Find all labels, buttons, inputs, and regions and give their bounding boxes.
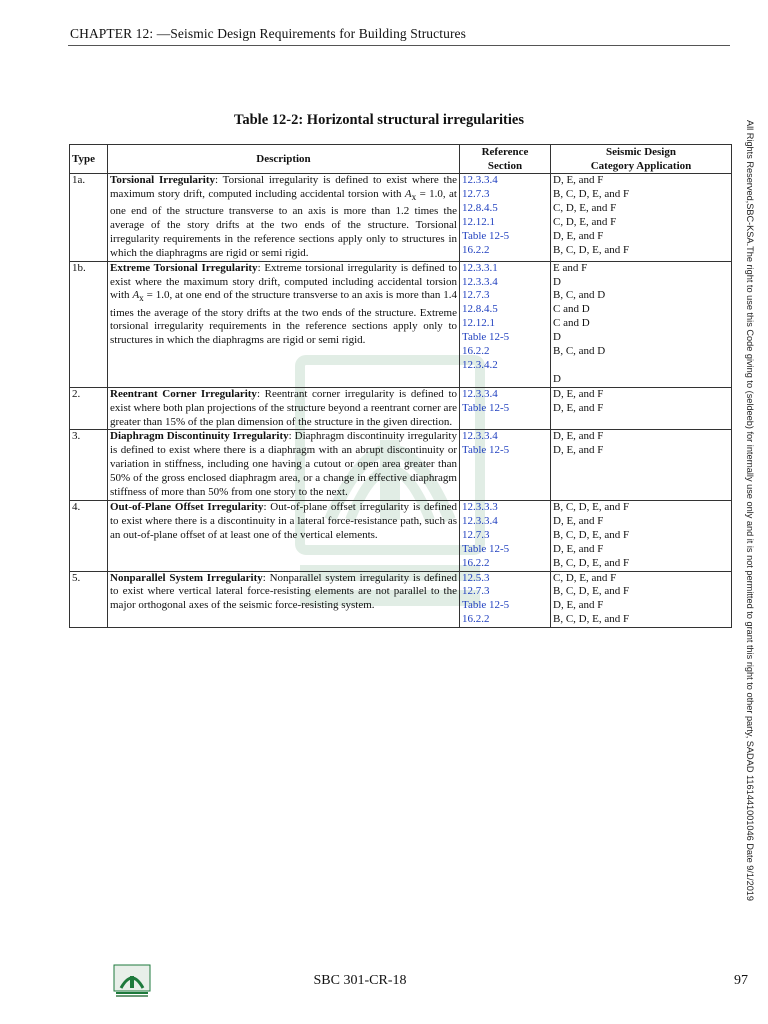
table-row bbox=[70, 571, 732, 628]
description-text-cont: = 1.0, at one end of the structure transverse to an axis is more than 1.4 times the average of the story drifts at the two ends of the structure. Extreme torsional irregularity requirements in the reference sections apply only to structures in which the diaphragms are rigid or semi rigid. bbox=[110, 289, 458, 347]
description-text-cont: = 1.0, at one end of the structure transverse to an axis is more than 1.2 times the average of the story drifts at the two ends of the structure. Torsional irregularity requirements in the reference sections apply only to structures in which the diaphragms are rigid or semi rigid. bbox=[110, 187, 457, 259]
reference-link[interactable]: 16.2.2 bbox=[462, 243, 490, 256]
category-entry: D, E, and F bbox=[553, 401, 604, 414]
reference-link[interactable]: 12.3.3.3 bbox=[462, 501, 498, 514]
category-entry: B, C, D, E, and F bbox=[553, 528, 630, 541]
reference-link[interactable]: 12.3.3.4 bbox=[462, 430, 498, 443]
category-entry: C and D bbox=[553, 303, 590, 316]
row-design-categories bbox=[551, 261, 732, 387]
variable-a: A bbox=[404, 187, 412, 200]
reference-link[interactable]: Table 12-5 bbox=[462, 599, 510, 612]
category-entry: D, E, and F bbox=[553, 174, 604, 186]
row-description bbox=[108, 387, 460, 430]
irregularity-name: Nonparallel System Irregularity bbox=[110, 571, 263, 584]
reference-link[interactable]: 12.8.4.5 bbox=[462, 201, 498, 214]
category-entry: D, E, and F bbox=[553, 599, 604, 612]
row-design-categories bbox=[551, 387, 732, 430]
reference-link[interactable]: 12.3.3.4 bbox=[462, 514, 498, 527]
col-header-description: Description bbox=[108, 145, 460, 174]
row-reference-sections bbox=[460, 571, 551, 628]
reference-link[interactable]: 12.3.4.2 bbox=[462, 358, 498, 371]
table-row bbox=[70, 261, 732, 387]
variable-subscript: x bbox=[139, 293, 144, 304]
category-entry: D, E, and F bbox=[553, 229, 604, 242]
reference-link[interactable]: 16.2.2 bbox=[462, 345, 490, 358]
category-entry: C, D, E, and F bbox=[553, 571, 617, 584]
reference-link[interactable]: Table 12-5 bbox=[462, 444, 510, 457]
category-entry: B, C, D, E, and F bbox=[553, 243, 630, 256]
reference-link[interactable]: 12.12.1 bbox=[462, 317, 495, 330]
row-design-categories bbox=[551, 501, 732, 572]
category-entry: B, C, D, E, and F bbox=[553, 187, 630, 200]
description-text: : Out-of-plane offset irregularity is defined to exist where there is a discontinuity in a lateral force-resistance path, such as an out-of-plane offset of at least one of the vertical elements. bbox=[110, 501, 457, 541]
category-entry: B, C, D, E, and F bbox=[553, 613, 630, 626]
description-text: : Diaphragm discontinuity irregularity is defined to exist where there is a diaphragm with an abrupt discontinuity or variation in stiffness, including one having a cutout or open area greater than 50% of the gross enclosed diaphragm area, or a change in effective diaphragm stiffness of more than 50% from one story to the next. bbox=[110, 430, 457, 499]
row-design-categories bbox=[551, 430, 732, 501]
reference-link[interactable]: 12.3.3.1 bbox=[462, 261, 498, 274]
col-header-category-line1: Seismic Design bbox=[606, 146, 676, 158]
row-type: 3. bbox=[70, 430, 108, 501]
reference-link[interactable]: 12.7.3 bbox=[462, 187, 490, 200]
reference-link[interactable]: 16.2.2 bbox=[462, 613, 490, 626]
row-reference-sections bbox=[460, 387, 551, 430]
reference-link[interactable]: 12.5.3 bbox=[462, 571, 490, 584]
reference-link[interactable]: 12.7.3 bbox=[462, 585, 490, 598]
row-reference-sections bbox=[460, 501, 551, 572]
chapter-title: CHAPTER 12: —Seismic Design Requirements for Building Structures bbox=[70, 26, 466, 41]
table-header-row bbox=[70, 145, 732, 174]
description-text: : Reentrant corner irregularity is defined to exist where both plan projections of the structure beyond a reentrant corner are greater than 15% of the plan dimension of the structure in the given direction. bbox=[110, 387, 457, 428]
row-description bbox=[108, 571, 460, 628]
row-type: 1b. bbox=[70, 261, 108, 387]
row-reference-sections bbox=[460, 261, 551, 387]
row-description bbox=[108, 430, 460, 501]
description-text: : Torsional irregularity is defined to exist where the maximum story drift, computed including accidental torsion with bbox=[110, 174, 457, 200]
reference-link[interactable]: 12.3.3.4 bbox=[462, 275, 498, 288]
category-entry: B, C, D, E, and F bbox=[553, 501, 630, 514]
row-type: 2. bbox=[70, 387, 108, 430]
col-header-reference-line1: Reference bbox=[481, 146, 529, 158]
col-header-category-line2: Category Application bbox=[590, 160, 692, 172]
row-design-categories bbox=[551, 571, 732, 628]
category-entry: D, E, and F bbox=[553, 387, 604, 400]
table-row bbox=[70, 430, 732, 501]
reference-link[interactable]: 12.8.4.5 bbox=[462, 303, 498, 316]
irregularity-name: Out-of-Plane Offset Irregularity bbox=[110, 501, 264, 514]
row-reference-sections bbox=[460, 430, 551, 501]
table-row bbox=[70, 387, 732, 430]
category-entry: D bbox=[553, 331, 561, 344]
category-gap bbox=[553, 359, 729, 373]
category-entry: D bbox=[553, 372, 561, 385]
description-text: : Nonparallel system irregularity is defined to exist where vertical lateral force-resisting elements are not parallel to the major orthogonal axes of the seismic force-resisting system. bbox=[110, 571, 457, 612]
category-entry: B, C, and D bbox=[553, 289, 606, 302]
row-type: 1a. bbox=[70, 174, 108, 262]
irregularities-table bbox=[69, 144, 732, 628]
footer-code: SBC 301-CR-18 bbox=[313, 973, 407, 988]
page-number: 97 bbox=[734, 973, 748, 988]
variable-a: A bbox=[132, 289, 140, 302]
reference-link[interactable]: 16.2.2 bbox=[462, 556, 490, 569]
col-header-reference-line2: Section bbox=[487, 160, 523, 172]
table-title: Table 12-2: Horizontal structural irregularities bbox=[234, 112, 524, 128]
category-entry: D, E, and F bbox=[553, 514, 604, 527]
header-rule bbox=[68, 45, 730, 46]
category-entry: D, E, and F bbox=[553, 444, 604, 457]
reference-link[interactable]: 12.7.3 bbox=[462, 289, 490, 302]
col-header-type: Type bbox=[70, 145, 108, 174]
reference-link[interactable]: 12.3.3.4 bbox=[462, 387, 498, 400]
table-row bbox=[70, 174, 732, 262]
category-entry: E and F bbox=[553, 261, 588, 274]
col-header-reference bbox=[460, 145, 551, 174]
irregularity-name: Extreme Torsional Irregularity bbox=[110, 261, 258, 274]
row-design-categories bbox=[551, 174, 732, 262]
category-entry: D bbox=[553, 275, 561, 288]
row-type: 5. bbox=[70, 571, 108, 628]
reference-link[interactable]: Table 12-5 bbox=[462, 331, 510, 344]
row-description bbox=[108, 261, 460, 387]
category-entry: D, E, and F bbox=[553, 430, 604, 443]
description-text: : Extreme torsional irregularity is defined to exist where the maximum story drift, computed including accidental torsion with bbox=[110, 261, 457, 302]
reference-link[interactable]: Table 12-5 bbox=[462, 229, 510, 242]
reference-link[interactable]: 12.3.3.4 bbox=[462, 174, 498, 186]
category-entry: C, D, E, and F bbox=[553, 201, 617, 214]
row-reference-sections bbox=[460, 174, 551, 262]
category-entry: C and D bbox=[553, 317, 590, 330]
category-entry: D, E, and F bbox=[553, 542, 604, 555]
side-copyright-notice: All Rights Reserved,SBC-KSA.The right to use this Code giving to (seldeeb) for internally use only and it is not permitted to grant this right to other party, SADAD 1161441001046 Date 9/1/2019 bbox=[745, 120, 755, 902]
category-entry: C, D, E, and F bbox=[553, 215, 617, 228]
reference-link[interactable]: Table 12-5 bbox=[462, 542, 510, 555]
reference-link[interactable]: Table 12-5 bbox=[462, 401, 510, 414]
category-entry: B, C, and D bbox=[553, 345, 606, 358]
reference-link[interactable]: 12.12.1 bbox=[462, 215, 495, 228]
row-description bbox=[108, 174, 460, 262]
row-description bbox=[108, 501, 460, 572]
table-body bbox=[70, 174, 732, 628]
col-header-category bbox=[551, 145, 732, 174]
irregularity-name: Diaphragm Discontinuity Irregularity bbox=[110, 430, 289, 443]
irregularity-name: Torsional Irregularity bbox=[110, 174, 216, 186]
reference-link[interactable]: 12.7.3 bbox=[462, 528, 490, 541]
row-type: 4. bbox=[70, 501, 108, 572]
variable-subscript: x bbox=[411, 192, 417, 203]
category-entry: B, C, D, E, and F bbox=[553, 556, 630, 569]
category-entry: B, C, D, E, and F bbox=[553, 585, 630, 598]
table-row bbox=[70, 501, 732, 572]
irregularity-name: Reentrant Corner Irregularity bbox=[110, 387, 257, 400]
